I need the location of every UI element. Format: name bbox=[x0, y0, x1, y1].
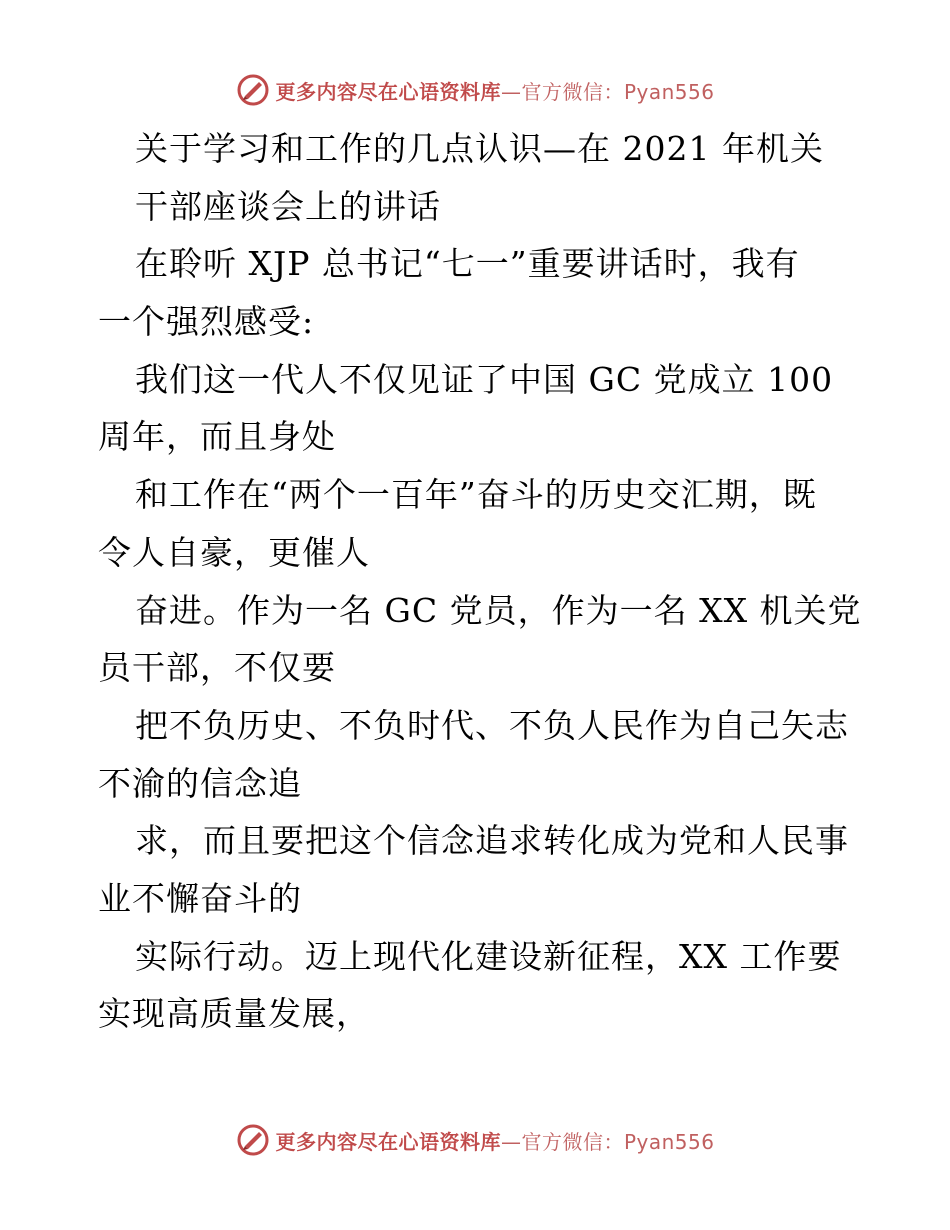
text-line: 在聆听 XJP 总书记“七一”重要讲话时，我有 bbox=[135, 244, 800, 284]
text-line: 我们这一代人不仅见证了中国 GC 党成立 100 bbox=[135, 359, 834, 399]
text-line: 周年，而且身处 bbox=[98, 417, 336, 457]
text-line: 实际行动。迈上现代化建设新征程，XX 工作要 bbox=[135, 936, 842, 976]
watermark-suffix: —官方微信：Pyan556 bbox=[500, 79, 715, 104]
watermark-text bbox=[275, 76, 714, 105]
text-line: 关于学习和工作的几点认识—在 2021 年机关 bbox=[135, 129, 824, 168]
watermark-banner-top bbox=[0, 70, 950, 110]
pen-logo-icon bbox=[235, 1122, 271, 1158]
document-body bbox=[98, 120, 862, 1043]
text-line: 实现高质量发展， bbox=[98, 994, 370, 1034]
text-line: 奋进。作为一名 GC 党员，作为一名 XX 机关党 bbox=[135, 590, 862, 630]
text-line: 把不负历史、不负时代、不负人民作为自己矢志 bbox=[135, 705, 849, 745]
watermark-banner-bottom bbox=[0, 1120, 950, 1160]
watermark-main: 更多内容尽在心语资料库 bbox=[275, 79, 501, 104]
watermark-suffix: —官方微信：Pyan556 bbox=[500, 1129, 715, 1154]
watermark-text bbox=[275, 1126, 714, 1155]
text-line: 一个强烈感受: bbox=[98, 302, 315, 342]
text-line: 和工作在“两个一百年”奋斗的历史交汇期，既 bbox=[135, 475, 817, 515]
text-line: 干部座谈会上的讲话 bbox=[135, 186, 441, 226]
text-line: 求，而且要把这个信念追求转化成为党和人民事 bbox=[135, 821, 849, 861]
pen-logo-icon bbox=[235, 72, 271, 108]
text-line: 员干部，不仅要 bbox=[98, 648, 336, 688]
text-line: 不渝的信念追 bbox=[98, 763, 302, 803]
text-line: 令人自豪，更催人 bbox=[98, 532, 370, 572]
text-line: 业不懈奋斗的 bbox=[98, 878, 302, 918]
watermark-main: 更多内容尽在心语资料库 bbox=[275, 1129, 501, 1154]
